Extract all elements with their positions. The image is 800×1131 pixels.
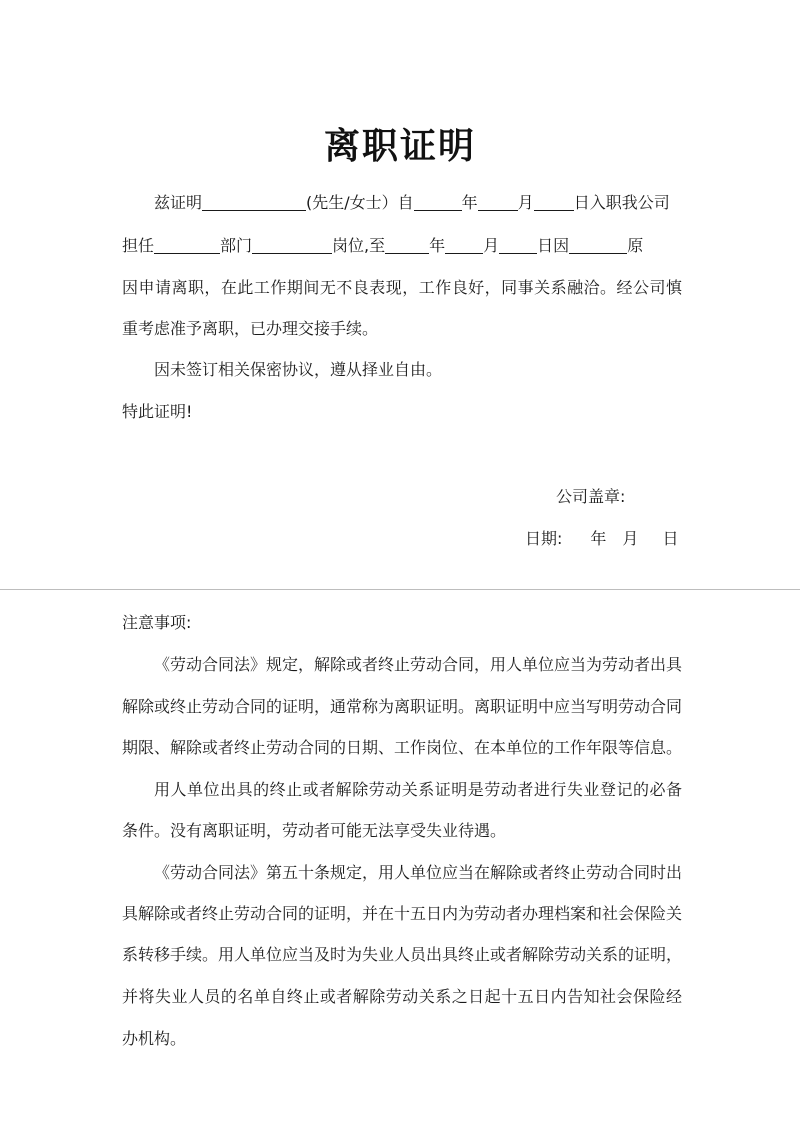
notes-line: 并将失业人员的名单自终止或者解除劳动关系之日起十五日内告知社会保险经 xyxy=(122,987,682,1006)
company-seal-label: 公司盖章: xyxy=(556,487,626,506)
date-month: 月 xyxy=(622,529,639,548)
leave-day-blank xyxy=(499,237,537,254)
text-until: 至 xyxy=(369,236,386,255)
join-year-blank xyxy=(414,194,462,211)
notes-line: 《劳动合同法》第五十条规定，用人单位应当在解除或者终止劳动合同时出 xyxy=(154,863,683,882)
notes-line: 期限、解除或者终止劳动合同的日期、工作岗位、在本单位的工作年限等信息。 xyxy=(122,738,683,757)
join-day-blank xyxy=(534,194,574,211)
notes-line: 用人单位出具的终止或者解除劳动关系证明是劳动者进行失业登记的必备 xyxy=(154,780,682,799)
text-day-joined: 日入职我公司 xyxy=(573,193,670,212)
text-year-2: 年 xyxy=(429,236,446,255)
text-month: 月 xyxy=(517,193,534,212)
text-mr-ms-from: (先生/女士）自 xyxy=(306,193,414,212)
text-year: 年 xyxy=(461,193,478,212)
notes-heading: 注意事项: xyxy=(122,613,192,632)
section-divider xyxy=(0,589,800,590)
date-label: 日期: xyxy=(525,529,563,548)
certificate-line-1 xyxy=(122,192,682,214)
certificate-line-3: 因申请离职，在此工作期间无不良表现，工作良好，同事关系融洽。经公司慎 xyxy=(122,278,682,297)
date-day: 日 xyxy=(662,529,679,548)
notes-line: 条件。没有离职证明，劳动者可能无法享受失业待遇。 xyxy=(122,821,507,840)
text-day-because: 日因 xyxy=(537,236,570,255)
department-blank xyxy=(154,237,220,254)
position-blank xyxy=(252,237,332,254)
document-title: 离职证明 xyxy=(323,126,476,167)
leave-month-blank xyxy=(445,237,483,254)
text-position: 岗位, xyxy=(332,236,370,255)
text-serve-as: 担任 xyxy=(122,236,155,255)
text-month-2: 月 xyxy=(483,236,500,255)
certificate-line-2 xyxy=(122,235,682,257)
notes-line: 办机构。 xyxy=(122,1029,187,1048)
notes-line: 《劳动合同法》规定，解除或者终止劳动合同，用人单位应当为劳动者出具 xyxy=(154,655,683,674)
name-blank xyxy=(202,194,306,211)
text-department: 部门 xyxy=(220,236,253,255)
certificate-line-5: 因未签订相关保密协议，遵从择业自由。 xyxy=(154,360,443,379)
date-row xyxy=(525,528,678,550)
reason-blank xyxy=(569,237,627,254)
date-year: 年 xyxy=(590,529,607,548)
notes-line: 解除或终止劳动合同的证明，通常称为离职证明。离职证明中应当写明劳动合同 xyxy=(122,697,683,716)
notes-line: 具解除或者终止劳动合同的证明，并在十五日内为劳动者办理档案和社会保险关 xyxy=(122,904,683,923)
text-reason: 原 xyxy=(627,236,644,255)
notes-line: 系转移手续。用人单位应当及时为失业人员出具终止或者解除劳动关系的证明， xyxy=(122,945,683,964)
certificate-line-4: 重考虑准予离职，已办理交接手续。 xyxy=(122,319,379,338)
join-month-blank xyxy=(478,194,518,211)
text-hereby-certify: 兹证明 xyxy=(154,193,203,212)
leave-year-blank xyxy=(385,237,429,254)
certificate-line-6: 特此证明! xyxy=(122,402,193,421)
